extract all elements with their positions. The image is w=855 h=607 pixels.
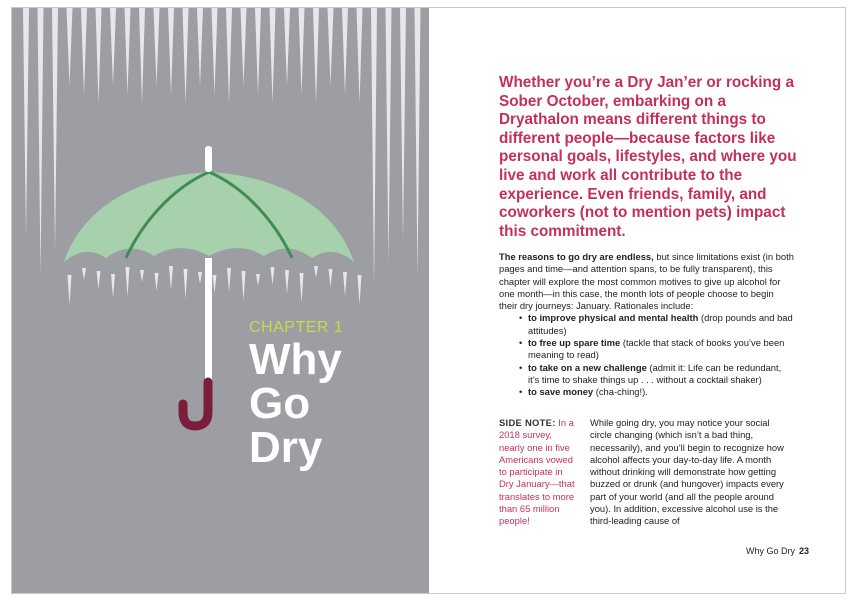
- side-note-label: SIDE NOTE:: [499, 417, 556, 428]
- intro-paragraph: Whether you’re a Dry Jan’er or rocking a Sober October, embarking on a Dryathalon means different things to different people—because factors like personal goals, lifestyles, and where you live and work all contribute to the experience. Even friends, family, and coworkers (not to mention pets) impact this commitment.: [499, 74, 797, 240]
- book-spread: [11, 7, 846, 594]
- umbrella-icon: [12, 8, 429, 593]
- column-text: While going dry, you may notice your social circle changing (which isn’t a bad thing, necessarily), and you’ll begin to recognize how alcohol affects your day-to-day life. A month without drinking will demonstrate how getting buzzed or drunk (and hungover) impacts every part of your world (and all the people around you). In addition, excessive alcohol use is the third-leading cause of: [590, 417, 784, 527]
- list-item: [519, 362, 794, 387]
- lead-phrase: The reasons to go dry are endless,: [499, 251, 654, 262]
- list-item-text: (admit it: Life can be redundant, it’s time to shake things up . . . without a cocktail shaker): [528, 361, 782, 385]
- chapter-opener-page: [12, 8, 429, 593]
- list-item-text: (drop pounds and bad attitudes): [528, 312, 793, 336]
- paragraph-text: but since limitations exist (in both pages and time—and attention spans, to be fully transparent), this chapter will explore the most common motives to give up alcohol for one month—in this case, the month lots of people choose to begin their dry journeys: January. Rationales include:: [499, 251, 794, 312]
- page-number: 23: [798, 546, 809, 556]
- side-note-text: In a 2018 survey, nearly one in five Americans vowed to participate in Dry January—that translates to more than 65 million people!: [499, 417, 575, 527]
- list-item-text: (tackle that stack of books you’ve been meaning to read): [528, 337, 785, 361]
- chapter-label: CHAPTER 1: [249, 319, 344, 336]
- chapter-title: [249, 335, 419, 472]
- rationale-list: [499, 312, 794, 398]
- body-paragraph: [499, 251, 794, 312]
- list-item: [519, 337, 794, 362]
- chapter-title-line: Go: [249, 379, 311, 428]
- list-item-text: (cha-ching!).: [593, 386, 648, 398]
- body-text: [499, 251, 794, 399]
- list-item-bold: to improve physical and mental health: [528, 312, 699, 324]
- list-item-bold: to save money: [528, 386, 594, 398]
- list-item-bold: to free up spare time: [528, 337, 621, 349]
- running-title: Why Go Dry: [745, 546, 795, 556]
- page-footer: [729, 546, 809, 556]
- chapter-title-line: Dry: [249, 423, 323, 472]
- list-item: [519, 312, 794, 337]
- side-note: [499, 417, 579, 528]
- text-page: [429, 8, 845, 593]
- list-item-bold: to take on a new challenge: [528, 361, 647, 373]
- chapter-title-line: Why: [249, 335, 342, 384]
- list-item: [519, 386, 794, 398]
